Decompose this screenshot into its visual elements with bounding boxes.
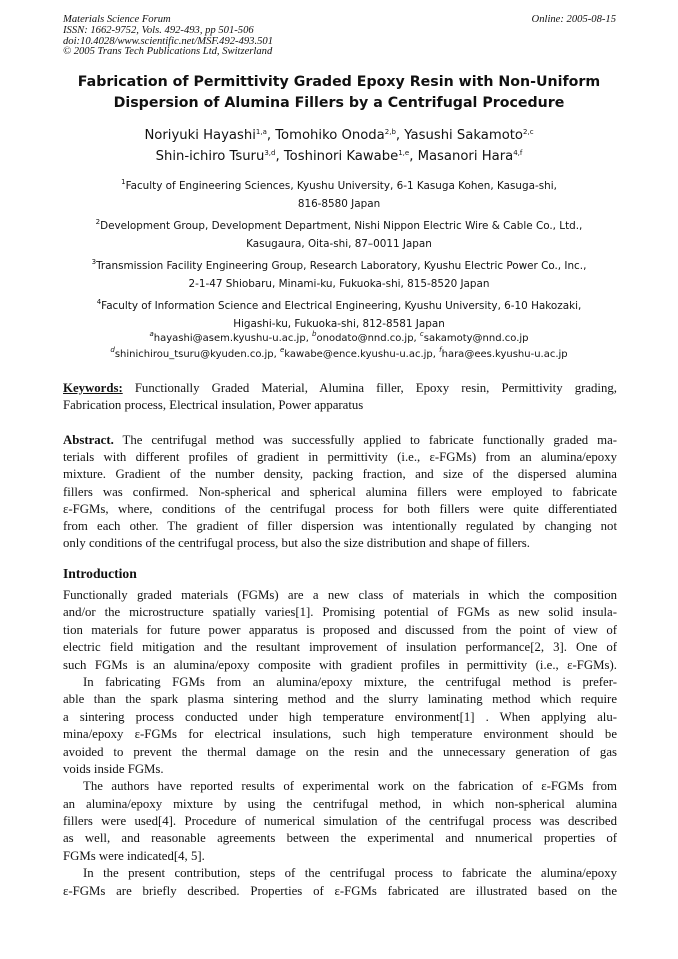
email-address[interactable]: sakamoty@nnd.co.jp — [423, 333, 529, 344]
body-line: such FGMs is an alumina/epoxy composite with gradient profiles in permittivity (i.e., ε-FGMs). — [63, 657, 617, 672]
aff-num: 3 — [91, 258, 97, 266]
email-sup: a — [149, 330, 154, 338]
email-sup: d — [110, 346, 115, 354]
affiliation — [60, 298, 618, 333]
abstract-label: Abstract. — [63, 433, 114, 447]
aff-text: Development Group, Development Department, Nishi Nippon Electric Wire & Cable Co., Ltd., — [100, 220, 583, 232]
body-line: In fabricating FGMs from an alumina/epoxy mixture, the centrifugal method is prefer- — [83, 674, 617, 689]
email-sup: b — [312, 330, 317, 338]
email-sup: c — [419, 330, 424, 338]
copyright: © 2005 Trans Tech Publications Ltd, Switzerland — [63, 46, 273, 58]
abstract-line: from each other. The gradient of filler dispersion was intentionally regulated by changing not — [63, 518, 617, 533]
abstract-line: fillers was confirmed. Non-spherical and spherical alumina fillers were employed to fabricate — [63, 484, 617, 499]
body-line: a sintering process conducted under high temperature environment[1] . When applying alu- — [63, 709, 617, 724]
online-date: Online: 2005-08-15 — [531, 14, 616, 25]
author-sup: 1,a — [255, 128, 267, 136]
email-address[interactable]: hayashi@asem.kyushu-u.ac.jp — [153, 333, 306, 344]
aff-text: Transmission Facility Engineering Group, Research Laboratory, Kyushu Electric Power Co., Inc., — [96, 260, 587, 272]
abstract-block — [63, 432, 617, 552]
body-line: as well, and reasonable agreements between the experimental and nnumerical properties of — [63, 831, 617, 846]
author-sup: 3,d — [264, 149, 276, 157]
body-line: fillers were used[4]. Procedure of numerical simulation of the centrifugal process was described — [63, 814, 617, 829]
author-name: Shin-ichiro Tsuru — [155, 149, 265, 164]
email-address[interactable]: shinichirou_tsuru@kyuden.co.jp — [114, 349, 274, 360]
author-name: Masanori Hara — [417, 149, 514, 164]
aff-text: Higashi-ku, Fukuoka-shi, 812-8581 Japan — [233, 317, 445, 330]
body-line: and/or the microstructure spatially varies[1]. Promising potential of FGMs as new solid insula- — [63, 605, 617, 620]
email-address[interactable]: kawabe@ence.kyushu-u.ac.jp — [284, 349, 433, 360]
issn: ISSN: 1662-9752, Vols. 492-493, pp 501-506 — [63, 24, 254, 36]
body-line: In the present contribution, steps of the centrifugal process to fabricate the alumina/epoxy — [83, 866, 617, 881]
author-sup: 1,e — [398, 149, 410, 157]
keywords-label: Keywords: — [63, 381, 123, 395]
journal-header — [63, 15, 273, 58]
title-line: Fabrication of Permittivity Graded Epoxy Resin with Non-Uniform — [77, 74, 601, 90]
body-line: Functionally graded materials (FGMs) are a new class of materials in which the composition — [63, 588, 617, 602]
affiliations — [60, 178, 618, 338]
abstract-line: The centrifugal method was successfully applied to fabricate functionally graded ma- — [122, 433, 617, 447]
abstract-line: only conditions of the centrifugal process, but also the size distribution and shape of fillers. — [63, 536, 530, 551]
aff-num: 2 — [95, 218, 101, 226]
author-sup: 2,c — [523, 128, 534, 136]
body-line: an alumina/epoxy mixture by using the centrifugal method, in which non-spherical alumina — [63, 796, 617, 811]
keywords-text: Functionally Graded Material, Alumina filler, Epoxy resin, Permittivity grading, — [134, 381, 617, 395]
author-name: Noriyuki Hayashi — [144, 128, 256, 143]
body-line: able than the spark plasma sintering method and the slurry laminating method which require — [63, 692, 617, 707]
paper-title — [60, 72, 618, 114]
abstract-line: mixture. Gradient of the number density, packing fraction, and size of the dispersed alumina — [63, 467, 617, 482]
abstract-line: terials with different profiles of gradient in permittivity (i.e., ε-FGMs) from an alumina/epoxy — [63, 450, 617, 465]
email-list: $^a$hayashi@asem.kyushu-u.ac.jp, $^b$onodato@nnd.co.jp, $^c$sakamoty@nnd.co.jp $^d$shinichirou_tsuru@kyuden.co.jp, $^e$kawabe@ence.kyushu-u.ac.jp, $^f$hara@ees.kyushu-u.ac.jp — [110, 330, 568, 360]
email-sup: e — [279, 346, 285, 354]
body-line: The authors have reported results of experimental work on the fabrication of ε-FGMs from — [83, 779, 617, 794]
aff-text: Faculty of Engineering Sciences, Kyushu University, 6-1 Kasuga Kohen, Kasuga-shi, — [125, 180, 557, 192]
affiliation — [60, 178, 618, 213]
keywords-block — [63, 380, 617, 414]
body-line: tion materials for future power apparatus is proposed and discussed from the point of view of — [63, 622, 617, 637]
email-address[interactable]: hara@ees.kyushu-u.ac.jp — [441, 349, 568, 360]
aff-text: Faculty of Information Science and Electrical Engineering, Kyushu University, 6-10 Hakozaki, — [101, 300, 582, 312]
affiliation — [60, 258, 618, 293]
aff-text: 816-8580 Japan — [297, 197, 381, 210]
aff-num: 4 — [96, 298, 102, 306]
section-heading: Introduction — [63, 566, 137, 581]
keywords-text: Fabrication process, Electrical insulation, Power apparatus — [63, 398, 364, 413]
doi: doi:10.4028/www.scientific.net/MSF.492-493.501 — [63, 35, 273, 47]
body-line: voids inside FGMs. — [63, 761, 164, 776]
body-line: electric field mitigation and the resultant improvement of insulation performance[2, 3]. One of — [63, 640, 617, 655]
title-line: Dispersion of Alumina Fillers by a Centrifugal Procedure — [113, 95, 565, 111]
aff-text: Kasugaura, Oita-shi, 87–0011 Japan — [246, 237, 432, 250]
body-line: avoided to prevent the thermal damage on the resin and the unnecessary generation of gas — [63, 744, 617, 759]
aff-num: 1 — [121, 178, 126, 186]
body-line: FGMs were indicated[4, 5]. — [63, 848, 205, 863]
author-sup: 2,b — [384, 128, 396, 136]
author-name: Tomohiko Onoda — [275, 128, 385, 143]
email-address[interactable]: onodato@nnd.co.jp — [316, 333, 414, 344]
body-line: mina/epoxy ε-FGMs for electrical insulations, such high temperature environment should be — [63, 727, 617, 742]
author-name: Yasushi Sakamoto — [404, 128, 524, 143]
journal-name: Materials Science Forum — [63, 14, 171, 25]
aff-text: 2-1-47 Shiobaru, Minami-ku, Fukuoka-shi, 815-8520 Japan — [188, 277, 490, 290]
body-line: ε-FGMs are briefly described. Properties of ε-FGMs fabricated are illustrated based on the — [63, 883, 617, 898]
introduction-body — [63, 587, 617, 900]
author-name: Toshinori Kawabe — [283, 149, 399, 164]
abstract-line: ε-FGMs, where, conditions of the centrifugal process for both fillers were quite differentiated — [63, 501, 617, 516]
email-sup: f — [439, 346, 442, 354]
author-sup: 4,f — [513, 149, 523, 157]
affiliation — [60, 218, 618, 253]
author-list: Noriyuki Hayashi$^{1,a}$, Tomohiko Onoda$^{2,b}$, Yasushi Sakamoto$^{2,c}$ Shin-ichiro Tsuru$^{3,d}$, Toshinori Kawabe$^{1,e}$, Masanori Hara$^{4,f}$ — [144, 128, 534, 164]
